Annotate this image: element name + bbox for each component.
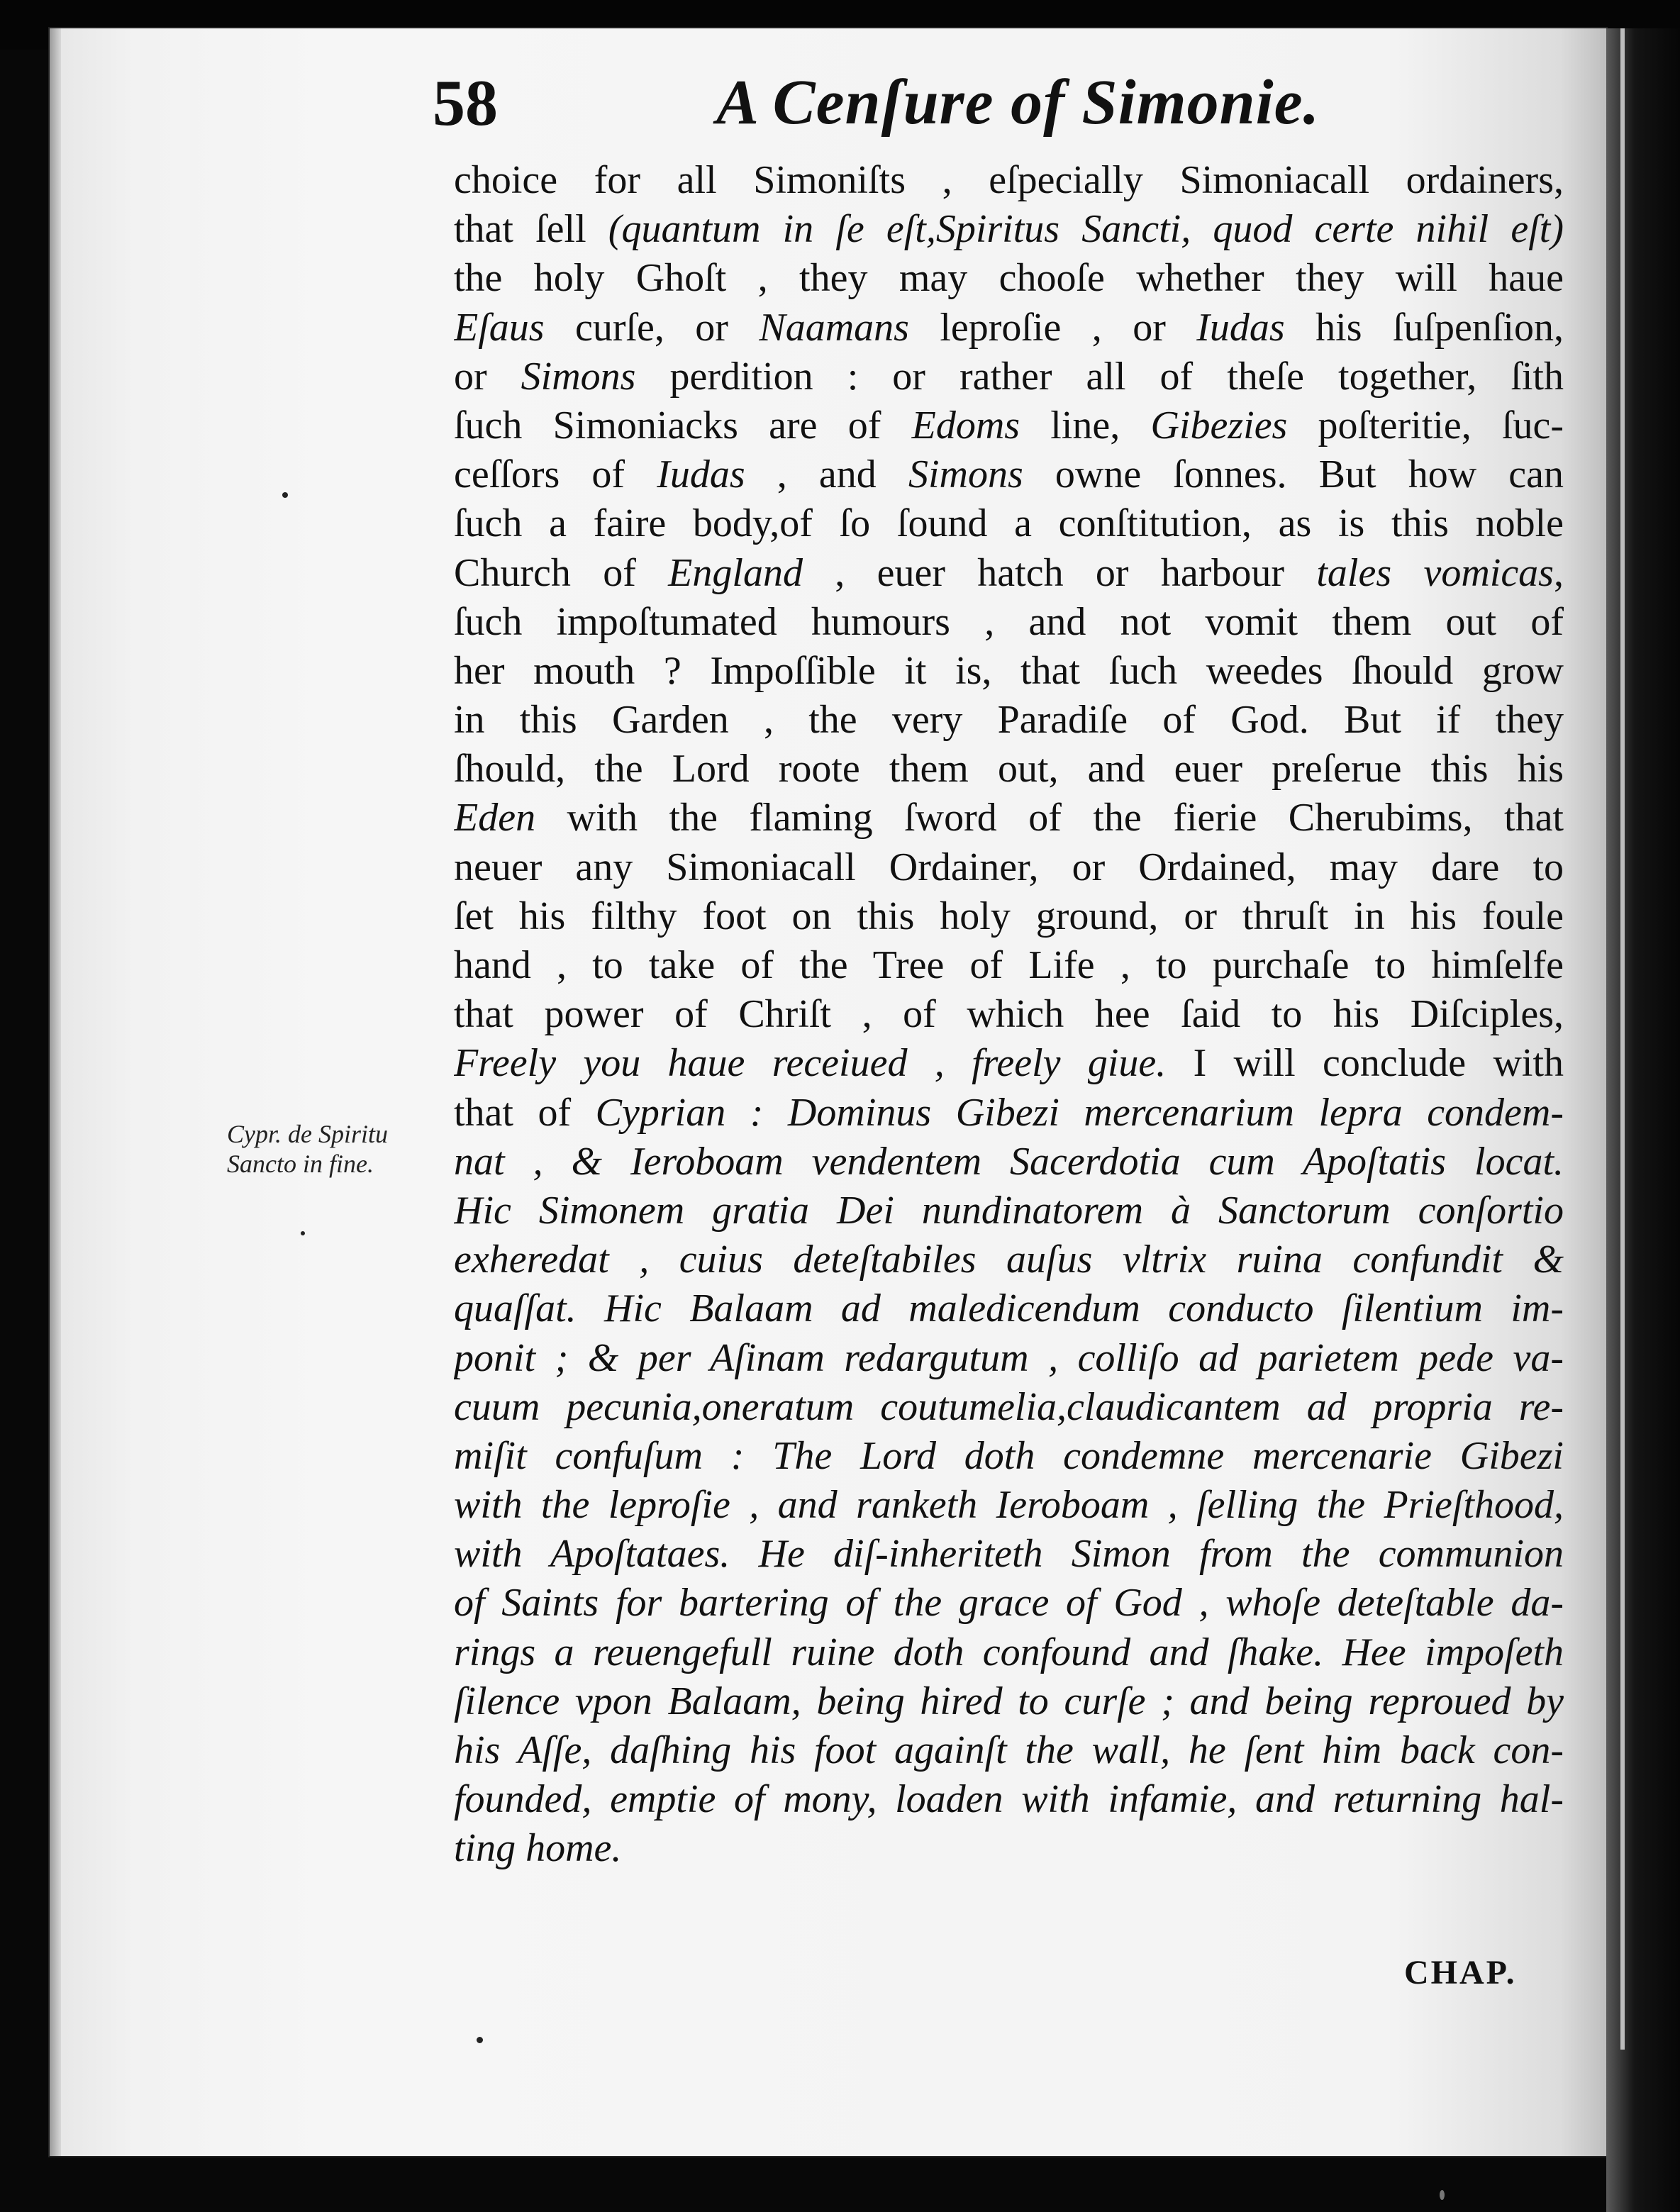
italic-run: Iudas <box>1196 305 1285 350</box>
roman-run: Church of <box>454 550 669 595</box>
text-line <box>454 598 1564 647</box>
ink-speck <box>477 2037 483 2043</box>
text-line <box>454 892 1564 941</box>
page-header <box>433 64 1425 142</box>
text-line <box>454 205 1564 254</box>
italic-run: miſit confuſum : The Lord doth condemne mercenarie Gibezi <box>454 1433 1564 1478</box>
italic-run: with Apoſtataes. He diſ-inheriteth Simon from the communion <box>454 1532 1564 1577</box>
roman-run: ſuch impoſtumated humours , and not vomit them out of <box>454 599 1564 644</box>
text-line <box>454 1481 1564 1530</box>
roman-run: ceſſors of <box>454 452 657 497</box>
text-line <box>454 1186 1564 1235</box>
italic-run: rings a reuengefull ruine doth confound and ſhake. Hee impoſeth <box>454 1630 1564 1674</box>
text-line <box>454 1432 1564 1481</box>
page-left-edge <box>50 28 61 2156</box>
scan-right-edge <box>1606 28 1680 2212</box>
italic-run: (quantum in ſe eſt,Spiritus Sancti, quod certe nihil eſt) <box>608 207 1564 252</box>
italic-run: Simons <box>521 354 636 399</box>
roman-run: curſe, or <box>544 305 760 350</box>
italic-run: with the leproſie , and ranketh Ieroboam , ſelling the Prieſthood, <box>454 1483 1564 1528</box>
catchword: CHAP. <box>1404 1954 1517 1991</box>
italic-run: his Aſſe, daſhing his foot againſt the wall, he ſent him back con- <box>454 1728 1564 1772</box>
body-text <box>454 156 1564 1874</box>
italic-run: England <box>668 550 803 595</box>
margin-note-line: Cypr. de Spiritu <box>227 1120 389 1148</box>
roman-run: in this Garden , the very Paradiſe of God. But if they <box>454 698 1564 743</box>
roman-run: poſteritie, ſuc- <box>1287 403 1564 448</box>
text-line <box>454 1775 1564 1824</box>
text-line <box>454 1235 1564 1284</box>
italic-run: Naamans <box>759 305 909 350</box>
roman-run: her mouth ? Impoſſible it is, that ſuch weedes ſhould grow <box>454 648 1564 693</box>
italic-run: ponit ; & per Aſinam redargutum , colliſo ad parietem pede va- <box>454 1335 1564 1380</box>
text-line <box>454 696 1564 745</box>
roman-run: that of <box>454 1090 596 1135</box>
text-line <box>454 1383 1564 1432</box>
roman-run: perdition : or rather all of theſe together, ſith <box>635 354 1564 399</box>
italic-run: exheredat , cuius deteſtabiles auſus vltrix ruina confundit & <box>454 1238 1564 1282</box>
italic-run: Simons <box>908 452 1023 497</box>
roman-run: his ſuſpenſion, <box>1284 305 1564 350</box>
text-line <box>454 499 1564 548</box>
margin-note-line: Sancto in fine. <box>227 1150 374 1178</box>
text-line <box>454 990 1564 1039</box>
text-line <box>454 1579 1564 1628</box>
italic-run: nat , & Ieroboam vendentem Sacerdotia cum Apoſtatis locat. <box>454 1139 1564 1184</box>
italic-run: Cyprian : Dominus Gibezi mercenarium lepra condem- <box>595 1090 1564 1135</box>
text-line <box>454 352 1564 401</box>
text-line <box>454 843 1564 892</box>
italic-run: Edoms <box>911 403 1020 448</box>
text-line <box>454 1334 1564 1383</box>
text-line <box>454 1089 1564 1138</box>
text-line <box>454 1726 1564 1775</box>
roman-run: that ſell <box>454 207 608 252</box>
text-line <box>454 1039 1564 1088</box>
italic-run: Freely you haue receiued , freely giue. <box>454 1041 1167 1086</box>
roman-run: neuer any Simoniacall Ordainer, or Ordained, may dare to <box>454 845 1564 889</box>
ink-speck <box>301 1231 305 1235</box>
roman-run: the holy Ghoſt , they may chooſe whether they will haue <box>454 256 1564 301</box>
roman-run: ſhould, the Lord roote them out, and euer preſerue this his <box>454 747 1564 791</box>
text-line <box>454 794 1564 843</box>
text-line <box>454 156 1564 205</box>
text-line <box>454 941 1564 990</box>
roman-run: with the flaming ſword of the fierie Cherubims, that <box>535 796 1564 840</box>
italic-run: quaſſat. Hic Balaam ad maledicendum conducto ſilentium im- <box>454 1286 1564 1331</box>
roman-run: choice for all Simoniſts , eſpecially Simoniacall ordainers, <box>454 158 1564 202</box>
italic-run: cuum pecunia,oneratum coutumelia,claudicantem ad propria re- <box>454 1384 1564 1429</box>
roman-run: or <box>454 354 521 399</box>
italic-run: tales vomicas <box>1316 550 1554 595</box>
text-line <box>454 647 1564 696</box>
roman-run: ſuch a faire body,of ſo ſound a conſtitution, as is this noble <box>454 501 1564 546</box>
roman-run: that power of Chriſt , of which hee ſaid to his Diſciples, <box>454 992 1564 1037</box>
italic-run: Iudas <box>657 452 745 497</box>
roman-run: , and <box>745 452 908 497</box>
page-number: 58 <box>433 67 498 139</box>
roman-run: , euer hatch or harbour <box>802 550 1317 595</box>
roman-run: leproſie , or <box>908 305 1197 350</box>
roman-run: ſet his filthy foot on this holy ground, or thruſt in his foule <box>454 894 1564 938</box>
italic-run: ting home. <box>454 1826 622 1871</box>
roman-run: , <box>1553 550 1564 595</box>
text-line <box>454 1138 1564 1186</box>
italic-run: Eſaus <box>454 305 545 350</box>
roman-run: ſuch Simoniacks are of <box>454 403 912 448</box>
running-title: A Cenſure of Simonie. <box>716 67 1320 138</box>
text-line <box>454 401 1564 450</box>
italic-run: Hic Simonem gratia Dei nundinatorem à Sanctorum conſortio <box>454 1188 1564 1233</box>
text-line <box>454 450 1564 499</box>
text-line <box>454 1530 1564 1579</box>
italic-run: Eden <box>454 796 536 840</box>
italic-run: founded, emptie of mony, loaden with infamie, and returning hal- <box>454 1777 1564 1822</box>
roman-run: line, <box>1020 403 1151 448</box>
italic-run: ſilence vpon Balaam, being hired to curſe ; and being reproued by <box>454 1679 1564 1723</box>
italic-run: Gibezies <box>1150 403 1288 448</box>
text-line <box>454 1824 1564 1873</box>
roman-run: owne ſonnes. But how can <box>1023 452 1564 497</box>
text-line <box>454 254 1564 303</box>
roman-run: I will conclude with <box>1166 1041 1564 1086</box>
adjacent-page-edge <box>1620 28 1625 2050</box>
text-line <box>454 745 1564 794</box>
ink-speck <box>282 492 288 498</box>
italic-run: of Saints for bartering of the grace of God , whoſe deteſtable da- <box>454 1581 1564 1625</box>
text-line <box>454 1284 1564 1333</box>
text-line <box>454 549 1564 598</box>
roman-run: hand , to take of the Tree of Life , to purchaſe to himſelfe <box>454 943 1564 987</box>
text-line <box>454 1628 1564 1677</box>
ink-speck <box>1440 2190 1445 2200</box>
margin-note <box>227 1119 440 1179</box>
text-line <box>454 304 1564 352</box>
text-line <box>454 1677 1564 1726</box>
